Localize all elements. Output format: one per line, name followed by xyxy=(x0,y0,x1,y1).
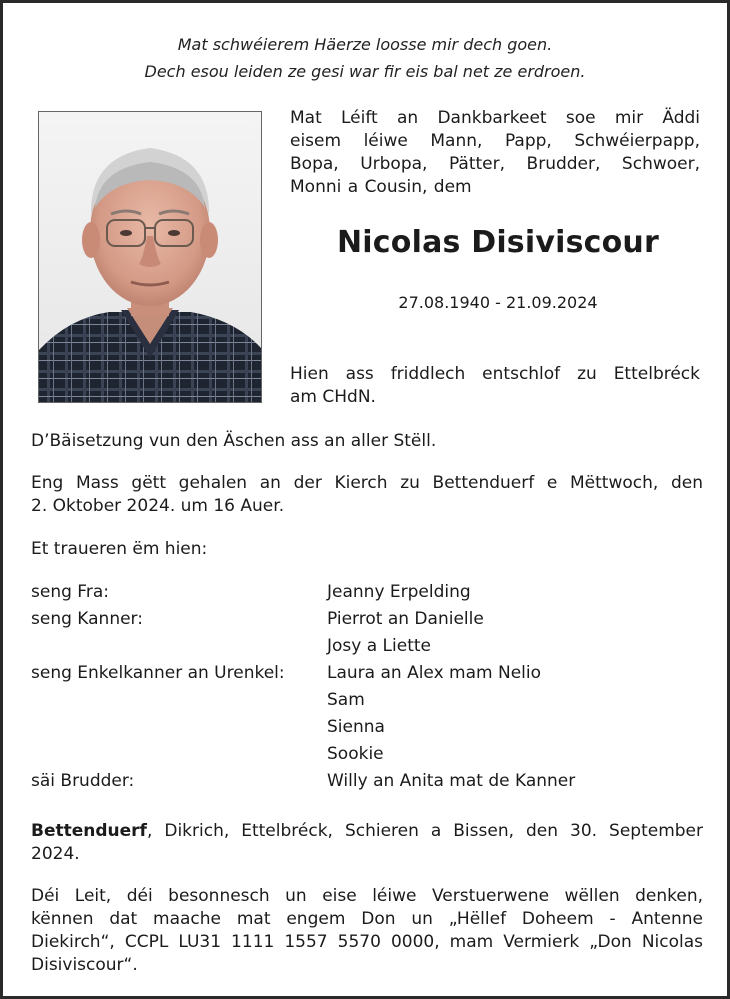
mass-line: Eng Mass gëtt gehalen an der Kierch zu Bettenduerf e Mëttwoch, den xyxy=(31,473,703,493)
mourner-relation: seng Fra: xyxy=(31,582,109,602)
mourner-name: Josy a Liette xyxy=(327,636,432,656)
donation-line: Disiviscour“. xyxy=(31,955,138,975)
mourners-list xyxy=(31,582,711,798)
portrait-image xyxy=(39,112,261,402)
place-line: 2024. xyxy=(31,844,80,864)
place-line xyxy=(31,820,703,843)
mass-text xyxy=(31,472,703,518)
donation-line: Diekirch“, CCPL LU31 1111 1557 5570 0000, mam Vermierk „Don Nicolas xyxy=(31,932,703,952)
mourner-row xyxy=(31,744,711,771)
mourner-row xyxy=(31,609,711,636)
donation-text xyxy=(31,885,703,977)
mourner-name: Jeanny Erpelding xyxy=(327,582,471,602)
passing-text xyxy=(290,363,700,409)
mourner-row xyxy=(31,690,711,717)
burial-text: D’Bäisetzung vun den Äschen ass an aller Stëll. xyxy=(31,431,437,451)
intro-line: eisem léiwe Mann, Papp, Schwéierpapp, xyxy=(290,131,700,151)
mourner-row xyxy=(31,582,711,609)
mourner-name: Sienna xyxy=(327,717,385,737)
mourner-row xyxy=(31,717,711,744)
mourner-name: Willy an Anita mat de Kanner xyxy=(327,771,576,791)
passing-line: Hien ass friddlech entschlof zu Ettelbréck xyxy=(290,364,700,384)
mourner-relation: seng Kanner: xyxy=(31,609,143,629)
mourning-intro: Et traueren ëm hien: xyxy=(31,539,208,559)
mourner-name: Sam xyxy=(327,690,365,710)
intro-line: Monni a Cousin, dem xyxy=(290,177,472,197)
place-date-text xyxy=(31,820,703,866)
life-dates: 27.08.1940 - 21.09.2024 xyxy=(398,293,598,312)
place-rest: , Dikrich, Ettelbréck, Schieren a Bissen, den 30. September xyxy=(146,821,703,841)
mourner-row xyxy=(31,663,711,690)
mourner-name: Pierrot an Danielle xyxy=(327,609,484,629)
mourner-name: Laura an Alex mam Nelio xyxy=(327,663,542,683)
intro-line: Bopa, Urbopa, Pätter, Brudder, Schwoer, xyxy=(290,154,700,174)
motto-line-1: Mat schwéierem Häerze loosse mir dech goen. xyxy=(177,35,553,54)
motto-line-2: Dech esou leiden ze gesi war fir eis bal net ze erdroen. xyxy=(144,62,586,81)
deceased-name: Nicolas Disiviscour xyxy=(337,225,659,260)
donation-line: Déi Leit, déi besonnesch un eise léiwe Verstuerwene wëllen denken, xyxy=(31,886,703,906)
portrait-photo xyxy=(38,111,262,403)
mourner-relation: säi Brudder: xyxy=(31,771,135,791)
intro-text xyxy=(290,107,700,199)
place-bold: Bettenduerf xyxy=(31,821,147,841)
mass-line: 2. Oktober 2024. um 16 Auer. xyxy=(31,496,285,516)
mourner-relation: seng Enkelkanner an Urenkel: xyxy=(31,663,285,683)
mourner-row xyxy=(31,771,711,798)
mourner-name: Sookie xyxy=(327,744,384,764)
donation-line: kënnen dat maache mat engem Don un „Hëllef Doheem - Antenne xyxy=(31,909,703,929)
intro-line: Mat Léift an Dankbarkeet soe mir Äddi xyxy=(290,108,700,128)
motto xyxy=(3,31,727,85)
passing-line: am CHdN. xyxy=(290,387,376,407)
mourner-row xyxy=(31,636,711,663)
